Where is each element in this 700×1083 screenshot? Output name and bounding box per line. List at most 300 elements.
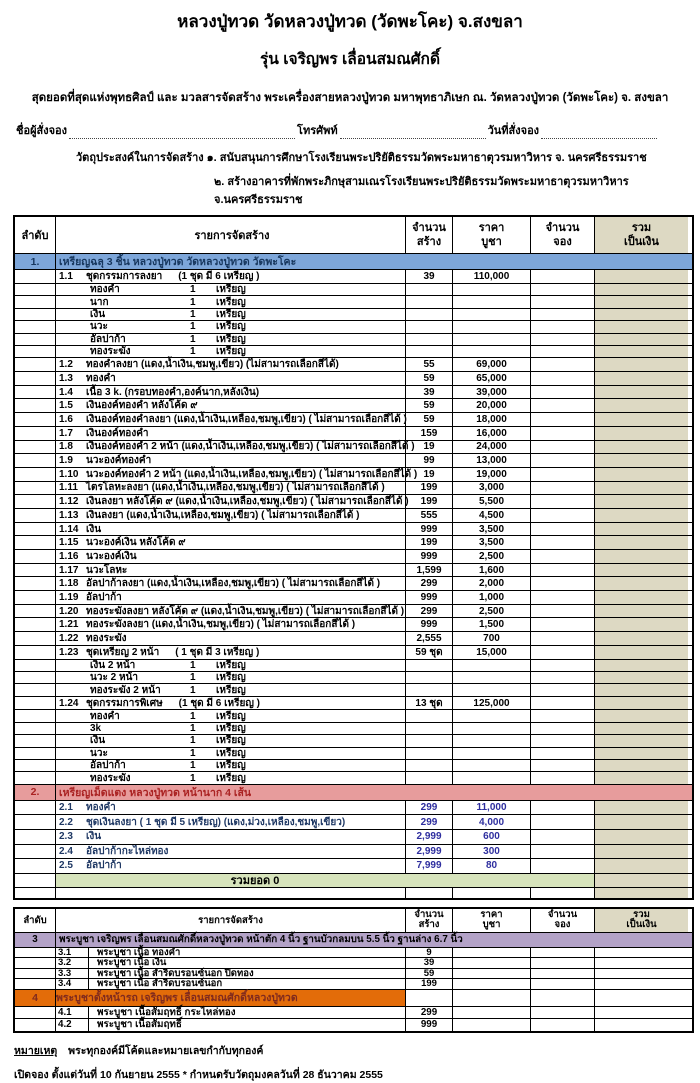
total-amount-cell [595, 482, 688, 495]
total-amount-cell [595, 454, 688, 467]
note-label: หมายเหตุ [14, 1044, 58, 1057]
item-row [15, 308, 692, 320]
total-amount-cell [595, 1007, 688, 1019]
item-number: 1.16 [59, 550, 79, 562]
sub-item-qty: 1 [190, 735, 196, 747]
item-row [15, 333, 692, 345]
booking-qty-cell [531, 454, 595, 467]
item-name-cell [56, 413, 406, 426]
total-amount-cell [595, 309, 688, 320]
total-amount-cell [595, 523, 688, 536]
price-cell [453, 979, 531, 989]
item-name: เงินองค์ทองคำ 2 หน้า (แดง,น้ำเงิน,เหลือง,ชมพู,เขียว) ( ไม่สามารถเลือกสีได้ ) [86, 441, 415, 453]
item-number: 1.22 [59, 633, 79, 645]
order-no-cell [15, 830, 56, 844]
booking-qty-cell [531, 523, 595, 536]
sub-item-qty: 1 [190, 684, 196, 696]
item-row [15, 535, 692, 549]
total-amount-cell [595, 564, 688, 577]
price-cell: 2,500 [453, 550, 531, 563]
total-amount-cell [595, 979, 688, 989]
order-no-cell [15, 441, 56, 454]
sub-item-unit: เหรียญ [216, 296, 246, 308]
made-qty-cell [406, 346, 453, 357]
booking-qty-cell [531, 605, 595, 618]
made-qty-cell: 13 ชุด [406, 697, 453, 710]
item-name-cell [56, 697, 406, 710]
booking-qty-cell [531, 321, 595, 332]
order-no-cell [15, 482, 56, 495]
item-set-note: (1 ชุด มี 6 เหรียญ ) [178, 697, 260, 709]
item-name-cell [56, 482, 406, 495]
sub-item-qty: 1 [190, 321, 196, 333]
sub-item-qty: 1 [190, 672, 196, 684]
section-2-header-row [15, 784, 692, 800]
order-no-cell [15, 646, 56, 659]
made-qty-cell [406, 684, 453, 695]
item-name-cell [56, 632, 406, 645]
price-cell [453, 710, 531, 721]
item-row [15, 858, 692, 873]
price-cell: 2,000 [453, 577, 531, 590]
section-4-header-row [15, 989, 692, 1006]
sub-item-qty: 1 [190, 333, 196, 345]
made-qty-cell: 299 [406, 605, 453, 618]
price-cell [453, 1007, 531, 1019]
booking-qty-cell [531, 969, 595, 979]
main-order-table [13, 215, 694, 899]
order-no-cell [15, 772, 56, 783]
price-cell [453, 334, 531, 345]
item-row [15, 590, 692, 604]
item-name-cell [56, 509, 406, 522]
col-price-header: ราคา บูชา [453, 217, 531, 253]
item-number: 1.17 [59, 564, 79, 576]
total-amount-cell [595, 684, 688, 695]
item-row [15, 696, 692, 710]
item-name-cell [56, 979, 406, 989]
total-amount-cell [595, 372, 688, 385]
sub-item-unit: เหรียญ [216, 772, 246, 784]
total-amount-cell [595, 386, 688, 399]
price-cell: 80 [453, 859, 531, 873]
made-qty-cell [406, 710, 453, 721]
made-qty-cell: 999 [406, 550, 453, 563]
item-number: 1.3 [59, 372, 73, 384]
page-title: หลวงปู่ทวด วัดหลวงปู่ทวด (วัดพะโคะ) จ.สงขลา [177, 12, 523, 31]
item-number: 1.8 [59, 441, 73, 453]
item-name: ชุดกรรมการลงยา [86, 271, 163, 283]
item-name-cell [56, 454, 406, 467]
total-amount-cell [595, 346, 688, 357]
section-2-title: เหรียญเม็ดแตง หลวงปู่ทวด หน้านาก 4 เส้น [56, 785, 692, 800]
booking-qty-cell [531, 468, 595, 481]
order-no-cell [15, 735, 56, 746]
price-cell: 4,500 [453, 509, 531, 522]
item-name: ทองคำ [86, 802, 116, 814]
price-cell: 1,500 [453, 618, 531, 631]
sub-item-label: 3k [90, 722, 102, 734]
booking-qty-cell [531, 270, 595, 283]
order-no-cell [15, 427, 56, 440]
made-qty-cell: 999 [406, 1019, 453, 1031]
booking-qty-cell [531, 509, 595, 522]
total-amount-cell [595, 321, 688, 332]
sub-item-qty: 1 [190, 710, 196, 722]
order-no-cell [15, 760, 56, 771]
col-price-header: ราคา บูชา [453, 909, 531, 932]
total-amount-cell [595, 427, 688, 440]
order-no-cell [15, 372, 56, 385]
made-qty-cell [406, 321, 453, 332]
made-qty-cell [406, 660, 453, 671]
order-no-cell [15, 284, 56, 295]
sub-item-label: เงิน [90, 309, 106, 321]
item-row [15, 604, 692, 618]
order-no-cell [15, 859, 56, 873]
item-row [15, 709, 692, 721]
price-cell [453, 958, 531, 968]
item-row [15, 576, 692, 590]
made-qty-cell: 555 [406, 509, 453, 522]
booking-qty-cell [531, 441, 595, 454]
sub-item-label: นวะ 2 หน้า [90, 672, 138, 684]
item-number: 2.2 [59, 816, 73, 828]
made-qty-cell: 999 [406, 591, 453, 604]
booking-qty-cell [531, 760, 595, 771]
booking-qty-cell [531, 723, 595, 734]
item-row [15, 659, 692, 671]
sub-item-unit: เหรียญ [216, 333, 246, 345]
booking-qty-cell [531, 564, 595, 577]
order-no-cell [15, 672, 56, 683]
item-number: 1.10 [59, 468, 79, 480]
item-name: นวะองค์ทองคำ [86, 455, 152, 467]
total-amount-cell [595, 815, 688, 829]
made-qty-cell [406, 296, 453, 307]
item-name: นวะองค์เงิน [86, 550, 137, 562]
sub-item-label: นวะ [90, 321, 108, 333]
total-amount-cell [595, 284, 688, 295]
order-no-cell [15, 697, 56, 710]
booking-qty-cell [531, 660, 595, 671]
item-row [15, 747, 692, 759]
total-amount-cell [595, 605, 688, 618]
item-name: ชุดเงินลงยา ( 1 ชุด มี 5 เหรียญ) (แดง,ม่วง,เหลือง,ชมพู,เขียว) [86, 816, 346, 828]
item-name-cell [56, 346, 406, 357]
sub-item-label: นาก [90, 296, 109, 308]
total-amount-cell [595, 577, 688, 590]
item-name-cell [56, 386, 406, 399]
item-name: เงินองค์ทองคำ [86, 427, 149, 439]
sum-total-cell [595, 874, 688, 887]
made-qty-cell: 199 [406, 536, 453, 549]
item-name: ทองระฆังลงยา (แดง,น้ำเงิน,ชมพู,เขียว) ( ไม่สามารถเลือกสีได้ ) [86, 619, 356, 631]
section-3-number: 3 [15, 933, 56, 947]
item-row [15, 771, 692, 783]
section-3-rows [15, 947, 692, 989]
booking-qty-cell [531, 979, 595, 989]
note-text: พระทุกองค์มีโค้ดและหมายเลขกำกับทุกองค์ [68, 1044, 264, 1057]
order-no-cell [15, 632, 56, 645]
total-amount-cell [595, 441, 688, 454]
col-booking-header: จำนวน จอง [531, 909, 595, 932]
booking-qty-cell [531, 859, 595, 873]
booking-qty-cell [531, 958, 595, 968]
sum-row-no-cell [15, 874, 56, 887]
item-number: 1.5 [59, 400, 73, 412]
made-qty-cell: 159 [406, 427, 453, 440]
booking-qty-cell [531, 482, 595, 495]
item-number: 1.4 [59, 386, 73, 398]
booking-dates: เปิดจอง ตั้งแต่วันที่ 10 กันยายน 2555 * กำหนดรับวัตถุมงคลวันที่ 28 ธันวาคม 2555 [14, 1068, 383, 1081]
total-amount-cell [595, 969, 688, 979]
document-header [0, 0, 700, 208]
item-number: 1.15 [59, 537, 79, 549]
booking-qty-cell [531, 427, 595, 440]
total-amount-cell [595, 958, 688, 968]
item-name: อัลปาก้ากะไหล่ทอง [86, 845, 169, 857]
made-qty-cell [406, 723, 453, 734]
total-amount-cell [595, 660, 688, 671]
booking-qty-cell [531, 577, 595, 590]
order-no-cell [15, 454, 56, 467]
sub-item-unit: เหรียญ [216, 672, 246, 684]
booking-qty-cell [531, 309, 595, 320]
booking-qty-cell [531, 735, 595, 746]
price-cell [453, 296, 531, 307]
total-amount-cell [595, 358, 688, 371]
item-name-cell [56, 772, 406, 783]
price-cell [453, 309, 531, 320]
sub-item-unit: เหรียญ [216, 710, 246, 722]
item-row [15, 345, 692, 357]
item-row [15, 631, 692, 645]
sub-item-qty: 1 [190, 296, 196, 308]
order-no-cell [15, 564, 56, 577]
item-row [15, 467, 692, 481]
made-qty-cell: 59 [406, 969, 453, 979]
made-qty-cell: 19 [406, 468, 453, 481]
item-number: 1.23 [59, 646, 79, 658]
item-row [15, 522, 692, 536]
item-row [15, 412, 692, 426]
item-number: 4.2 [56, 1019, 89, 1031]
item-number: 1.24 [59, 697, 79, 709]
sub-item-label: นวะ [90, 747, 108, 759]
col-item-header: รายการจัดสร้าง [56, 217, 406, 253]
item-number: 1.12 [59, 496, 79, 508]
booking-qty-cell [531, 672, 595, 683]
item-name-cell [56, 1019, 406, 1031]
price-cell [453, 346, 531, 357]
item-name: เงินลงยา (แดง,น้ำเงิน,เหลือง,ชมพู,เขียว) ( ไม่สามารถเลือกสีได้ ) [86, 509, 360, 521]
price-cell: 4,000 [453, 815, 531, 829]
item-name-cell [56, 399, 406, 412]
sub-item-qty: 1 [190, 309, 196, 321]
section-4-rows [15, 1006, 692, 1031]
price-cell [453, 760, 531, 771]
item-name-cell [56, 523, 406, 536]
made-qty-cell: 299 [406, 1007, 453, 1019]
item-name: พระบูชา เนื้อ สำริดบรอนซ์นอก ปิดทอง [97, 967, 254, 979]
order-no-cell [15, 270, 56, 283]
tagline: สุดยอดที่สุดแห่งพุทธศิลป์ และ มวลสารจัดสร้าง พระเครื่องสายหลวงปู่ทวด มหาพุทธาภิเษก ณ. วัดหลวงปู่ทวด (วัดพะโคะ) จ. สงขลา [31, 92, 669, 105]
order-no-cell [15, 1007, 56, 1019]
item-row [15, 508, 692, 522]
booking-qty-cell [531, 413, 595, 426]
total-amount-cell [595, 1019, 688, 1031]
booking-qty-cell [531, 684, 595, 695]
order-no-cell [15, 801, 56, 815]
item-row [15, 978, 692, 989]
booking-qty-cell [531, 1007, 595, 1019]
item-number: 1.18 [59, 578, 79, 590]
item-number: 3.1 [56, 948, 89, 958]
item-name: นวะองค์เงิน หลังโค้ด ๙ [86, 537, 186, 549]
item-name: ทองระฆัง [86, 633, 127, 645]
made-qty-cell: 19 [406, 441, 453, 454]
booking-qty-cell [531, 710, 595, 721]
made-qty-cell: 999 [406, 618, 453, 631]
item-number: 1.1 [59, 271, 73, 283]
item-number: 1.21 [59, 619, 79, 631]
price-cell [453, 948, 531, 958]
booking-qty-cell [531, 697, 595, 710]
item-number: 1.7 [59, 427, 73, 439]
booking-qty-cell [531, 591, 595, 604]
item-number: 3.2 [56, 958, 89, 968]
item-name-cell [56, 577, 406, 590]
total-amount-cell [595, 845, 688, 859]
empty-row [15, 887, 692, 898]
col-total-header: รวม เป็นเงิน [595, 909, 688, 932]
sub-item-unit: เหรียญ [216, 309, 246, 321]
order-form-line [14, 121, 682, 139]
item-name: เงินลงยา หลังโค้ด ๙ (แดง,น้ำเงิน,เหลือง,ชมพู,เขียว) ( ไม่สามารถเลือกสีได้ ) [86, 496, 409, 508]
booking-qty-cell [531, 346, 595, 357]
price-cell: 11,000 [453, 801, 531, 815]
item-row [15, 283, 692, 295]
total-amount-cell [595, 697, 688, 710]
purpose-line-1: วัตถุประสงค์ในการจัดสร้าง ๑. สนับสนุนการศึกษาโรงเรียนพระปริยัติธรรมวัดพระมหาธาตุวรมหาวิหาร จ. นครศรีธรรมราช [76, 152, 647, 165]
item-number: 1.2 [59, 359, 73, 371]
item-name-cell [56, 845, 406, 859]
item-name-cell [56, 684, 406, 695]
made-qty-cell: 59 ชุด [406, 646, 453, 659]
made-qty-cell: 59 [406, 399, 453, 412]
total-amount-cell [595, 413, 688, 426]
price-cell: 300 [453, 845, 531, 859]
order-no-cell [15, 334, 56, 345]
section-1-number: 1. [15, 254, 56, 269]
sub-item-unit: เหรียญ [216, 735, 246, 747]
price-cell [453, 969, 531, 979]
price-cell: 700 [453, 632, 531, 645]
item-number: 2.5 [59, 860, 73, 872]
sub-item-qty: 1 [190, 284, 196, 296]
item-row [15, 269, 692, 283]
order-no-cell [15, 845, 56, 859]
sub-item-unit: เหรียญ [216, 284, 246, 296]
col-no-header: ลำดับ [15, 217, 56, 253]
item-set-note: ( 1 ชุด มี 3 เหรียญ ) [175, 646, 260, 658]
order-no-cell [15, 495, 56, 508]
item-row [15, 440, 692, 454]
made-qty-cell [406, 772, 453, 783]
booking-qty-cell [531, 948, 595, 958]
total-amount-cell [595, 672, 688, 683]
item-number: 1.20 [59, 605, 79, 617]
sub-item-label: อัลปาก้า [90, 333, 126, 345]
total-amount-cell [595, 399, 688, 412]
total-amount-cell [595, 509, 688, 522]
price-cell: 20,000 [453, 399, 531, 412]
sum-label: รวมยอด 0 [56, 874, 595, 887]
sub-item-qty: 1 [190, 659, 196, 671]
order-date-blank [541, 127, 657, 139]
price-cell: 125,000 [453, 697, 531, 710]
item-name-cell [56, 536, 406, 549]
booking-qty-cell [531, 550, 595, 563]
section-1-title: เหรียญฉลุ 3 ชิ้น หลวงปู่ทวด วัดหลวงปู่ทวด วัดพะโคะ [56, 254, 692, 269]
price-cell [453, 672, 531, 683]
order-no-cell [15, 386, 56, 399]
made-qty-cell: 9 [406, 948, 453, 958]
price-cell: 1,000 [453, 591, 531, 604]
item-name-cell [56, 495, 409, 508]
order-no-cell [15, 296, 56, 307]
sub-item-unit: เหรียญ [216, 747, 246, 759]
total-amount-cell [595, 632, 688, 645]
price-cell [453, 321, 531, 332]
item-name: เงิน [86, 523, 102, 535]
made-qty-cell [406, 748, 453, 759]
item-row [15, 683, 692, 695]
item-name: พระบูชา เนื้อ เงิน [97, 957, 167, 969]
price-cell: 15,000 [453, 646, 531, 659]
sub-item-qty: 1 [190, 760, 196, 772]
order-no-cell [15, 358, 56, 371]
item-row [15, 734, 692, 746]
order-no-cell [15, 550, 56, 563]
sub-item-label: ทองระฆัง [90, 772, 131, 784]
order-no-cell [15, 618, 56, 631]
total-amount-cell [595, 735, 688, 746]
page-subtitle: รุ่น เจริญพร เลื่อนสมณศักดิ์ [259, 51, 441, 69]
item-row [15, 371, 692, 385]
order-no-cell [15, 413, 56, 426]
sub-item-qty: 1 [190, 772, 196, 784]
sub-item-qty: 1 [190, 346, 196, 358]
item-row [15, 829, 692, 844]
price-cell [453, 1019, 531, 1031]
made-qty-cell: 1,599 [406, 564, 453, 577]
booking-qty-cell [531, 646, 595, 659]
price-cell: 3,500 [453, 536, 531, 549]
item-row [15, 800, 692, 815]
made-qty-cell: 99 [406, 454, 453, 467]
made-qty-cell: 199 [406, 482, 453, 495]
order-no-cell [15, 605, 56, 618]
total-amount-cell [595, 723, 688, 734]
made-qty-cell: 39 [406, 958, 453, 968]
item-number: 1.9 [59, 455, 73, 467]
item-row [15, 398, 692, 412]
item-row [15, 549, 692, 563]
footer-note [14, 1042, 700, 1059]
item-number: 1.14 [59, 523, 79, 535]
